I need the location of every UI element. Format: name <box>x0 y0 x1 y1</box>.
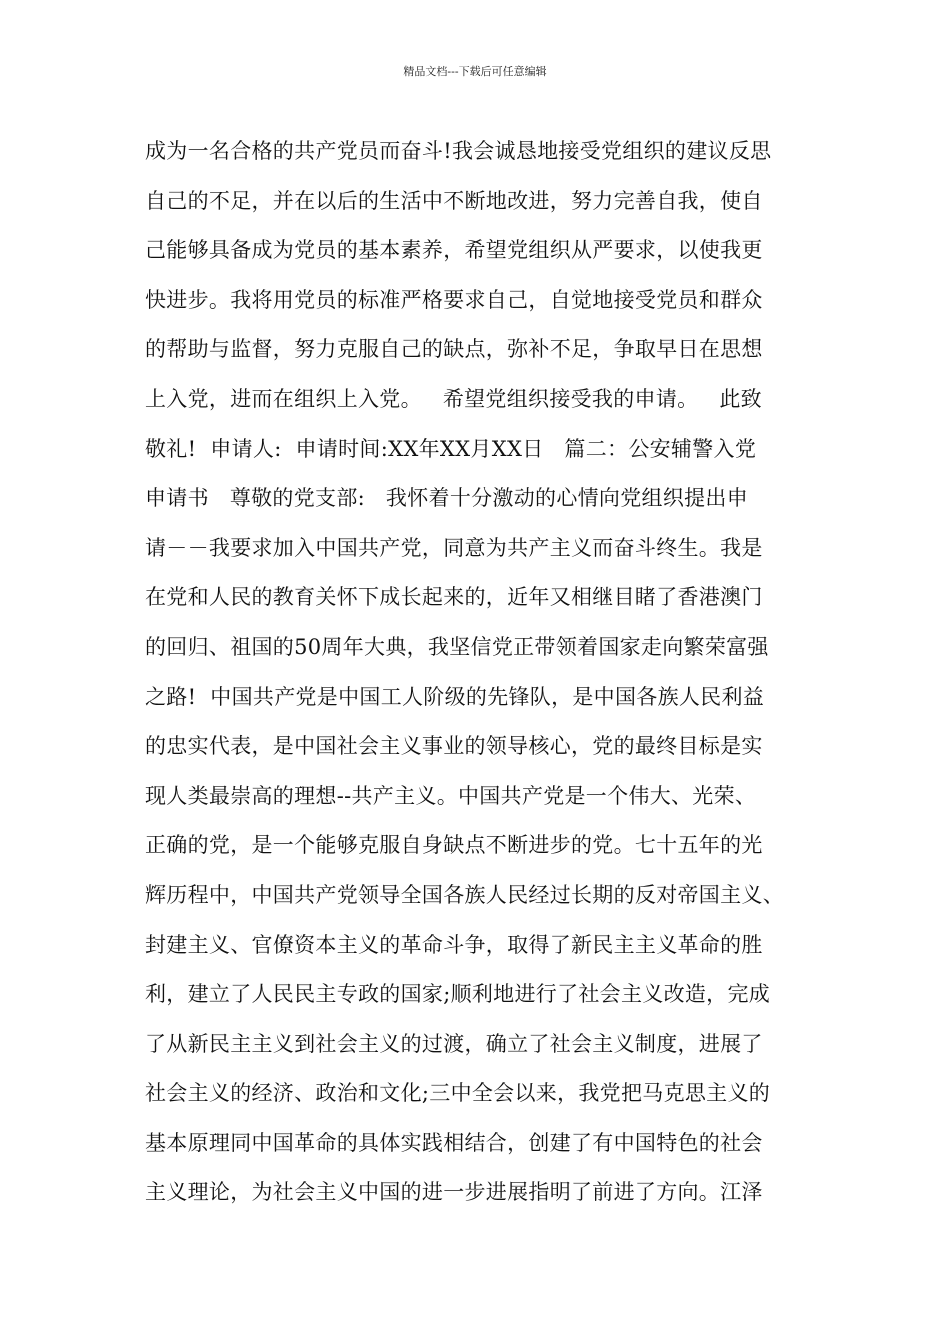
text-line: 在党和人民的教育关怀下成长起来的，近年又相继目睹了香港澳门 <box>145 585 763 610</box>
text-line: 社会主义的经济、政治和文化;三中全会以来，我党把马克思主义的 <box>145 1081 771 1106</box>
text-line: 现人类最崇高的理想--共产主义。中国共产党是一个伟大、光荣、 <box>145 783 757 808</box>
text-line: 自己的不足，并在以后的生活中不断地改进，努力完善自我，使自 <box>145 188 763 213</box>
text-line: 之路! 中国共产党是中国工人阶级的先锋队，是中国各族人民利益 <box>145 684 765 709</box>
text-line: 己能够具备成为党员的基本素养，希望党组织从严要求，以使我更 <box>145 238 763 263</box>
text-line: 主义理论，为社会主义中国的进一步进展指明了前进了方向。江泽 <box>145 1180 763 1205</box>
text-line: 的回归、祖国的50周年大典，我坚信党正带领着国家走向繁荣富强 <box>145 634 769 659</box>
text-line: 敬礼! 申请人: 申请时间:XX年XX月XX日 篇二：公安辅警入党 <box>145 436 757 461</box>
text-line: 快进步。我将用党员的标准严格要求自己，自觉地接受党员和群众 <box>145 287 763 312</box>
text-line: 基本原理同中国革命的具体实践相结合，创建了有中国特色的社会 <box>145 1130 763 1155</box>
text-line: 的帮助与监督，努力克服自己的缺点，弥补不足，争取早日在思想 <box>145 337 763 362</box>
text-line: 了从新民主主义到社会主义的过渡，确立了社会主义制度，进展了 <box>145 1031 763 1056</box>
text-line: 的忠实代表，是中国社会主义事业的领导核心，党的最终目标是实 <box>145 734 763 759</box>
text-line: 辉历程中，中国共产党领导全国各族人民经过长期的反对帝国主义、 <box>145 882 784 907</box>
page-header: 精品文档---下载后可任意编辑 <box>403 65 547 78</box>
text-line: 正确的党，是一个能够克服自身缺点不断进步的党。七十五年的光 <box>145 833 763 858</box>
text-line: 成为一名合格的共产党员而奋斗!我会诚恳地接受党组织的建议反思 <box>145 139 772 163</box>
text-line: 上入党，进而在组织上入党。 希望党组织接受我的申请。 此致 <box>145 386 762 411</box>
document-body <box>145 130 835 1221</box>
text-line: 利，建立了人民民主专政的国家;顺利地进行了社会主义改造，完成 <box>145 982 771 1007</box>
text-line: 申请书 尊敬的党支部: 我怀着十分激动的心情向党组织提出申 <box>145 486 749 511</box>
text-line: 请－－我要求加入中国共产党，同意为共产主义而奋斗终生。我是 <box>145 535 763 560</box>
text-line: 封建主义、官僚资本主义的革命斗争，取得了新民主主义革命的胜 <box>145 932 763 957</box>
